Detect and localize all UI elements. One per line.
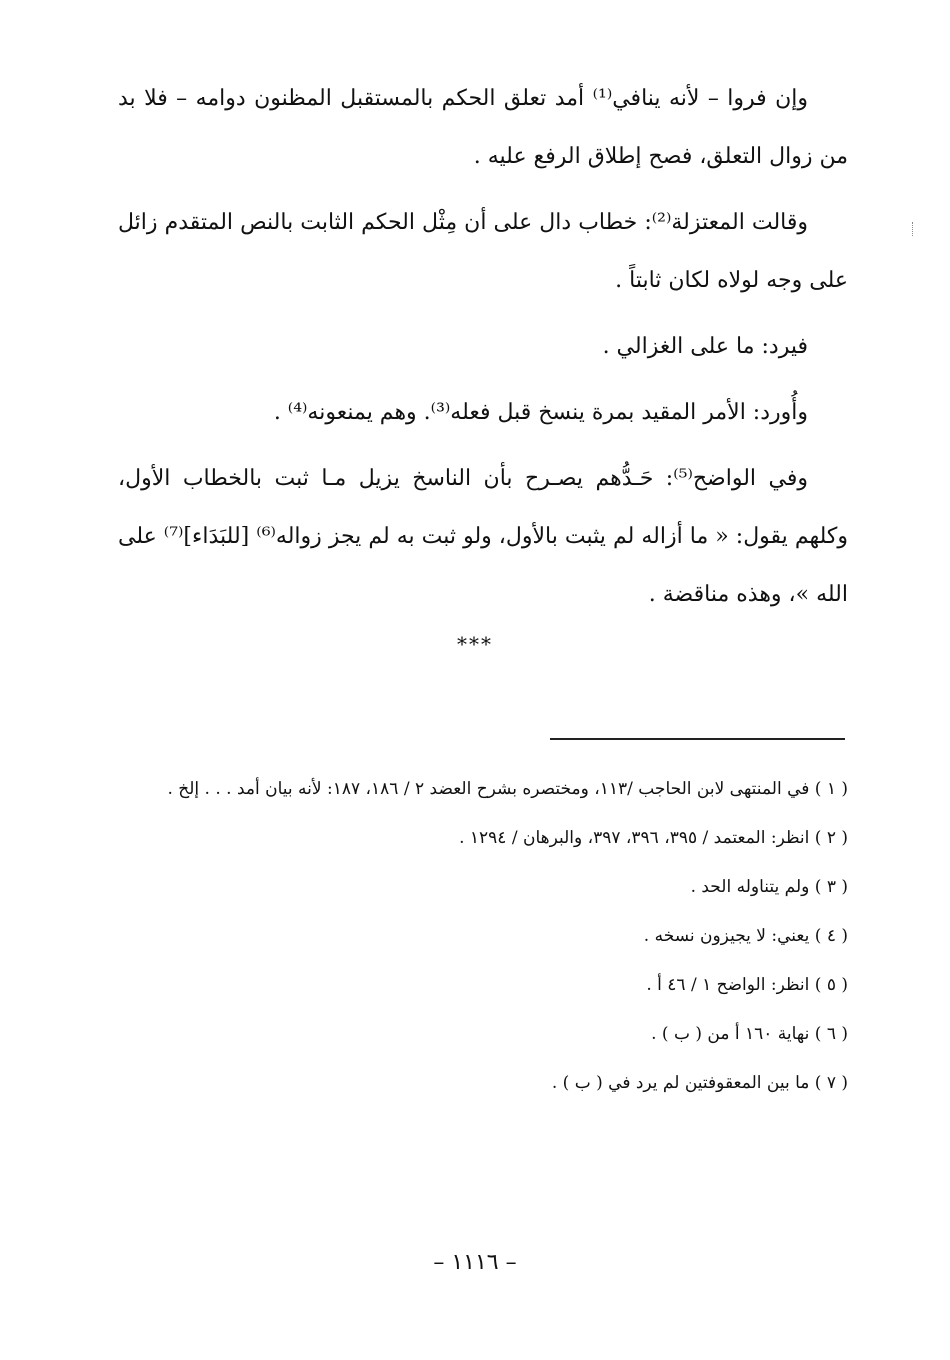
paragraph: وأُورد: الأمر المقيد بمرة ينسخ قبل فعله⁽³⁾. وهم يمنعونه⁽⁴⁾ . xyxy=(273,400,808,425)
paragraph: وإن فروا – لأنه ينافي⁽¹⁾ أمد تعلق الحكم بالمستقبل المظنون دوامه – فلا بد من زوال التعلق، فصح إطلاق الرفع عليه . xyxy=(118,86,848,169)
paragraph: وفي الواضح⁽⁵⁾: حَـدُّهم يصـرح بأن الناسخ يزيل مـا ثبت بالخطاب الأول، وكلهم يقول: « ما أزاله لم يثبت بالأول، ولو ثبت به لم يجز زواله⁽⁶⁾ [للبَدَاء]⁽⁷⁾ على الله »، وهذه مناقضة . xyxy=(118,466,848,607)
footnotes xyxy=(118,765,848,1108)
section-separator: *** xyxy=(457,632,493,656)
footnote-divider xyxy=(550,738,845,740)
footnote: ( ١ ) في المنتهى لابن الحاجب /١١٣، ومختصره بشرح العضد ٢ / ١٨٦، ١٨٧: لأنه بيان أمد . . . إلخ . xyxy=(167,779,848,799)
footnote: ( ٤ ) يعني: لا يجيزون نسخه . xyxy=(643,926,848,946)
page-number: – ١١١٦ – xyxy=(433,1250,517,1275)
footnote: ( ٦ ) نهاية ١٦٠ أ من ( ب ) . xyxy=(651,1024,848,1044)
footnote: ( ٥ ) انظر: الواضح ١ / ٤٦ أ . xyxy=(646,975,848,995)
paragraph: فيرد: ما على الغزالي . xyxy=(602,334,808,359)
body-text xyxy=(118,70,848,632)
footnote: ( ٢ ) انظر: المعتمد / ٣٩٥، ٣٩٦، ٣٩٧، والبرهان / ١٢٩٤ . xyxy=(459,828,848,848)
paragraph: وقالت المعتزلة⁽²⁾: خطاب دال على أن مِثْل الحكم الثابت بالنص المتقدم زائل على وجه لولاه لكان ثابتاً . xyxy=(118,210,848,293)
scan-edge-mark xyxy=(912,222,915,236)
footnote: ( ٧ ) ما بين المعقوفتين لم يرد في ( ب ) . xyxy=(551,1073,848,1093)
footnote: ( ٣ ) ولم يتناوله الحد . xyxy=(690,877,848,897)
